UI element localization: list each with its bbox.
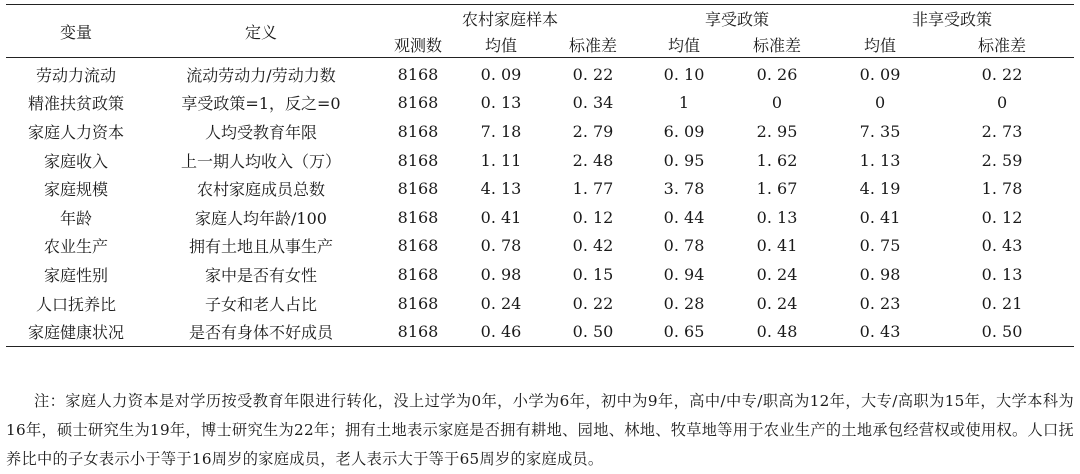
cell-std-non-policy: 0. 13 [981, 264, 1023, 284]
table-row [6, 117, 1074, 146]
header-obs: 观测数 [376, 31, 460, 58]
cell-variable: 人口抚养比 [35, 294, 116, 314]
cell-obs: 8168 [376, 317, 460, 346]
cell-obs: 8168 [397, 293, 439, 313]
cell-std-rural: 0. 15 [572, 264, 614, 284]
cell-mean-rural: 4. 13 [480, 179, 522, 199]
cell-obs: 8168 [397, 207, 439, 227]
cell-variable: 精准扶贫政策 [27, 94, 124, 114]
cell-std-non-policy: 0. 22 [981, 64, 1023, 84]
cell-std-policy: 0. 24 [756, 293, 798, 313]
cell-mean-rural: 0. 46 [460, 317, 542, 346]
cell-obs: 8168 [397, 236, 439, 256]
table-row [6, 89, 1074, 118]
header-std-3: 标准差 [930, 31, 1074, 58]
cell-mean-non-policy: 0. 75 [859, 236, 901, 256]
cell-mean-non-policy: 0. 98 [859, 264, 901, 284]
cell-mean-policy: 0. 28 [663, 293, 705, 313]
cell-std-non-policy: 0. 21 [981, 293, 1023, 313]
cell-mean-non-policy: 0. 41 [859, 207, 901, 227]
header-group-non-policy: 非享受政策 [830, 5, 1074, 32]
cell-mean-rural: 7. 18 [480, 121, 522, 141]
cell-std-policy: 0. 13 [756, 207, 798, 227]
cell-mean-policy: 6. 09 [663, 121, 705, 141]
cell-obs: 8168 [397, 93, 439, 113]
cell-variable: 年龄 [59, 208, 92, 228]
cell-std-non-policy: 0. 50 [930, 317, 1074, 346]
cell-std-rural: 0. 12 [572, 207, 614, 227]
cell-std-rural: 0. 22 [572, 64, 614, 84]
statistics-table-container [6, 4, 1074, 347]
cell-variable: 家庭性别 [43, 265, 108, 285]
cell-mean-non-policy: 4. 19 [859, 179, 901, 199]
cell-obs: 8168 [397, 150, 439, 170]
header-std-1: 标准差 [542, 31, 644, 58]
cell-std-non-policy: 0 [996, 93, 1008, 113]
cell-mean-non-policy: 1. 13 [859, 150, 901, 170]
table-row [6, 317, 1074, 346]
table-row [6, 203, 1074, 232]
cell-definition: 享受政策=1，反之=0 [181, 94, 341, 114]
cell-std-rural: 0. 34 [572, 93, 614, 113]
table-row [6, 58, 1074, 89]
cell-definition: 流动劳动力/劳动力数 [186, 65, 336, 85]
cell-mean-policy: 1 [678, 93, 690, 113]
cell-mean-non-policy: 0. 23 [859, 293, 901, 313]
cell-obs: 8168 [397, 264, 439, 284]
header-definition: 定义 [146, 5, 376, 58]
cell-mean-policy: 3. 78 [663, 179, 705, 199]
cell-std-policy: 0. 48 [724, 317, 830, 346]
cell-std-non-policy: 1. 78 [981, 179, 1023, 199]
cell-std-non-policy: 2. 59 [981, 150, 1023, 170]
cell-variable: 家庭规模 [43, 180, 108, 200]
header-mean-3: 均值 [830, 31, 930, 58]
cell-definition: 上一期人均收入（万） [180, 151, 341, 171]
cell-mean-rural: 1. 11 [480, 150, 522, 170]
header-mean-2: 均值 [644, 31, 724, 58]
cell-definition: 子女和老人占比 [204, 294, 317, 314]
cell-mean-rural: 0. 78 [480, 236, 522, 256]
cell-variable: 劳动力流动 [35, 65, 116, 85]
cell-std-rural: 2. 48 [572, 150, 614, 170]
cell-mean-rural: 0. 09 [480, 64, 522, 84]
cell-mean-policy: 0. 95 [663, 150, 705, 170]
cell-mean-non-policy: 0. 43 [830, 317, 930, 346]
cell-std-rural: 0. 50 [542, 317, 644, 346]
cell-obs: 8168 [397, 64, 439, 84]
cell-std-policy: 0 [771, 93, 783, 113]
table-footnote: 注：家庭人力资本是对学历按受教育年限进行转化，没上过学为0年，小学为6年，初中为9年，高中/中专/职高为12年，大专/高职为15年，大学本科为16年，硕士研究生为19年，博士研究生为22年；拥有土地表示家庭是否拥有耕地、园地、林地、牧草地等用于农业生产的土地承包经营权或使用权。人口抚养比中的子女表示小于等于16周岁的家庭成员，老人表示大于等于65周岁的家庭成员。 [6, 392, 1074, 469]
cell-definition: 人均受教育年限 [204, 122, 317, 142]
cell-mean-policy: 0. 10 [663, 64, 705, 84]
cell-std-non-policy: 2. 73 [981, 121, 1023, 141]
cell-variable: 农业生产 [43, 237, 108, 257]
cell-std-rural: 2. 79 [572, 121, 614, 141]
cell-std-rural: 1. 77 [572, 179, 614, 199]
cell-std-policy: 0. 26 [756, 64, 798, 84]
cell-std-policy: 1. 62 [756, 150, 798, 170]
table-row [6, 260, 1074, 289]
cell-definition: 农村家庭成员总数 [196, 180, 325, 200]
header-group-policy: 享受政策 [644, 5, 830, 32]
cell-std-non-policy: 0. 12 [981, 207, 1023, 227]
cell-variable: 家庭收入 [43, 151, 108, 171]
cell-variable: 家庭人力资本 [27, 122, 124, 142]
cell-mean-rural: 0. 98 [480, 264, 522, 284]
cell-std-non-policy: 0. 43 [981, 236, 1023, 256]
header-group-rural-sample: 农村家庭样本 [376, 5, 644, 32]
cell-mean-rural: 0. 41 [480, 207, 522, 227]
cell-std-policy: 0. 24 [756, 264, 798, 284]
cell-mean-rural: 0. 13 [480, 93, 522, 113]
cell-mean-policy: 0. 44 [663, 207, 705, 227]
cell-mean-non-policy: 0 [874, 93, 886, 113]
cell-mean-policy: 0. 78 [663, 236, 705, 256]
cell-definition: 家庭人均年龄/100 [195, 208, 327, 228]
cell-definition: 家中是否有女性 [204, 265, 317, 285]
cell-obs: 8168 [397, 121, 439, 141]
header-std-2: 标准差 [724, 31, 830, 58]
header-variable: 变量 [6, 5, 146, 58]
table-row [6, 174, 1074, 203]
cell-std-policy: 0. 41 [756, 236, 798, 256]
cell-std-rural: 0. 22 [572, 293, 614, 313]
cell-mean-non-policy: 7. 35 [859, 121, 901, 141]
header-mean-1: 均值 [460, 31, 542, 58]
cell-variable: 家庭健康状况 [6, 317, 146, 346]
cell-std-policy: 2. 95 [756, 121, 798, 141]
cell-definition: 是否有身体不好成员 [146, 317, 376, 346]
table-row [6, 232, 1074, 261]
cell-mean-policy: 0. 94 [663, 264, 705, 284]
cell-std-policy: 1. 67 [756, 179, 798, 199]
cell-mean-policy: 0. 65 [644, 317, 724, 346]
cell-mean-rural: 0. 24 [480, 293, 522, 313]
descriptive-statistics-table [6, 4, 1074, 347]
table-row [6, 289, 1074, 318]
cell-mean-non-policy: 0. 09 [859, 64, 901, 84]
table-row [6, 146, 1074, 175]
cell-std-rural: 0. 42 [572, 236, 614, 256]
cell-definition: 拥有土地且从事生产 [188, 237, 333, 257]
cell-obs: 8168 [397, 179, 439, 199]
